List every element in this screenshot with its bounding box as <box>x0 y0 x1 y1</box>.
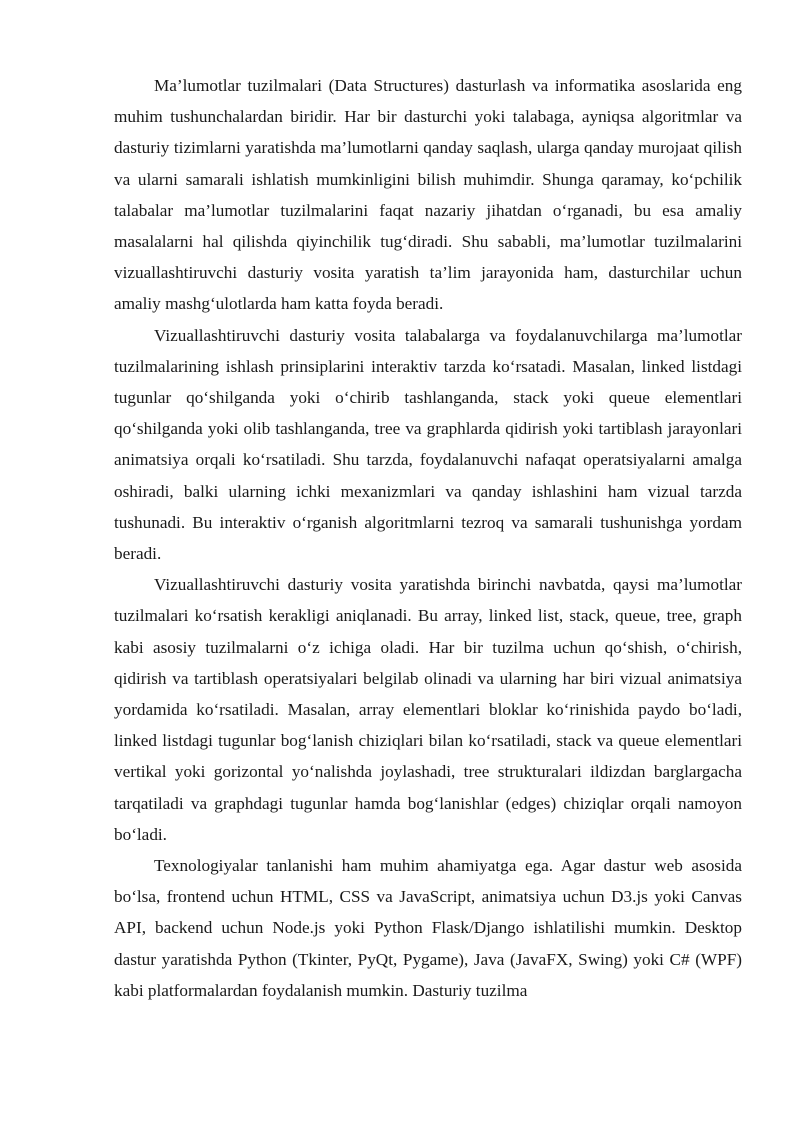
paragraph: Vizuallashtiruvchi dasturiy vosita yaratishda birinchi navbatda, qaysi ma’lumotlar tuzilmalari ko‘rsatish kerakligi aniqlanadi. Bu array, linked list, stack, queue, tree, graph kabi asosiy tuzilmalarni o‘z ichiga oladi. Har bir tuzilma uchun qo‘shish, o‘chirish, qidirish va tartiblash operatsiyalari belgilab olinadi va ularning har biri vizual animatsiya yordamida ko‘rsatiladi. Masalan, array elementlari bloklar ko‘rinishida paydo bo‘ladi, linked listdagi tugunlar bog‘lanish chiziqlari bilan ko‘rsatiladi, stack va queue elementlari vertikal yoki gorizontal yo‘nalishda joylashadi, tree strukturalari ildizdan barglargacha tarqatiladi va graphdagi tugunlar hamda bog‘lanishlar (edges) chiziqlar orqali namoyon bo‘ladi. <box>114 575 742 844</box>
paragraph: Ma’lumotlar tuzilmalari (Data Structures) dasturlash va informatika asoslarida eng muhim tushunchalardan biridir. Har bir dasturchi yoki talabaga, ayniqsa algoritmlar va dasturiy tizimlarni yaratishda ma’lumotlarni qanday saqlash, ularga qanday murojaat qilish va ularni samarali ishlatish mumkinligini bilish muhimdir. Shunga qaramay, ko‘pchilik talabalar ma’lumotlar tuzilmalarini faqat nazariy jihatdan o‘rganadi, bu esa amaliy masalalarni hal qilishda qiyinchilik tug‘diradi. Shu sababli, ma’lumotlar tuzilmalarini vizuallashtiruvchi dasturiy vosita yaratish ta’lim jarayonida ham, dasturchilar uchun amaliy mashg‘ulotlarda ham katta foyda beradi. <box>114 76 742 314</box>
paragraph: Texnologiyalar tanlanishi ham muhim ahamiyatga ega. Agar dastur web asosida bo‘lsa, frontend uchun HTML, CSS va JavaScript, animatsiya uchun D3.js yoki Canvas API, backend uchun Node.js yoki Python Flask/Django ishlatilishi mumkin. Desktop dastur yaratishda Python (Tkinter, PyQt, Pygame), Java (JavaFX, Swing) yoki C# (WPF) kabi platformalardan foydalanish mumkin. Dasturiy tuzilma <box>114 856 742 1000</box>
document-page <box>114 70 742 1006</box>
paragraph: Vizuallashtiruvchi dasturiy vosita talabalarga va foydalanuvchilarga ma’lumotlar tuzilmalarining ishlash prinsiplarini interaktiv tarzda ko‘rsatadi. Masalan, linked listdagi tugunlar qo‘shilganda yoki o‘chirib tashlanganda, stack yoki queue elementlari qo‘shilganda yoki olib tashlanganda, tree va graphlarda qidirish yoki tartiblash jarayonlari animatsiya orqali ko‘rsatiladi. Shu tarzda, foydalanuvchi nafaqat operatsiyalarni amalga oshiradi, balki ularning ichki mexanizmlari va qanday ishlashini ham vizual tarzda tushunadi. Bu interaktiv o‘rganish algoritmlarni tezroq va samarali tushunishga yordam beradi. <box>114 325 742 564</box>
